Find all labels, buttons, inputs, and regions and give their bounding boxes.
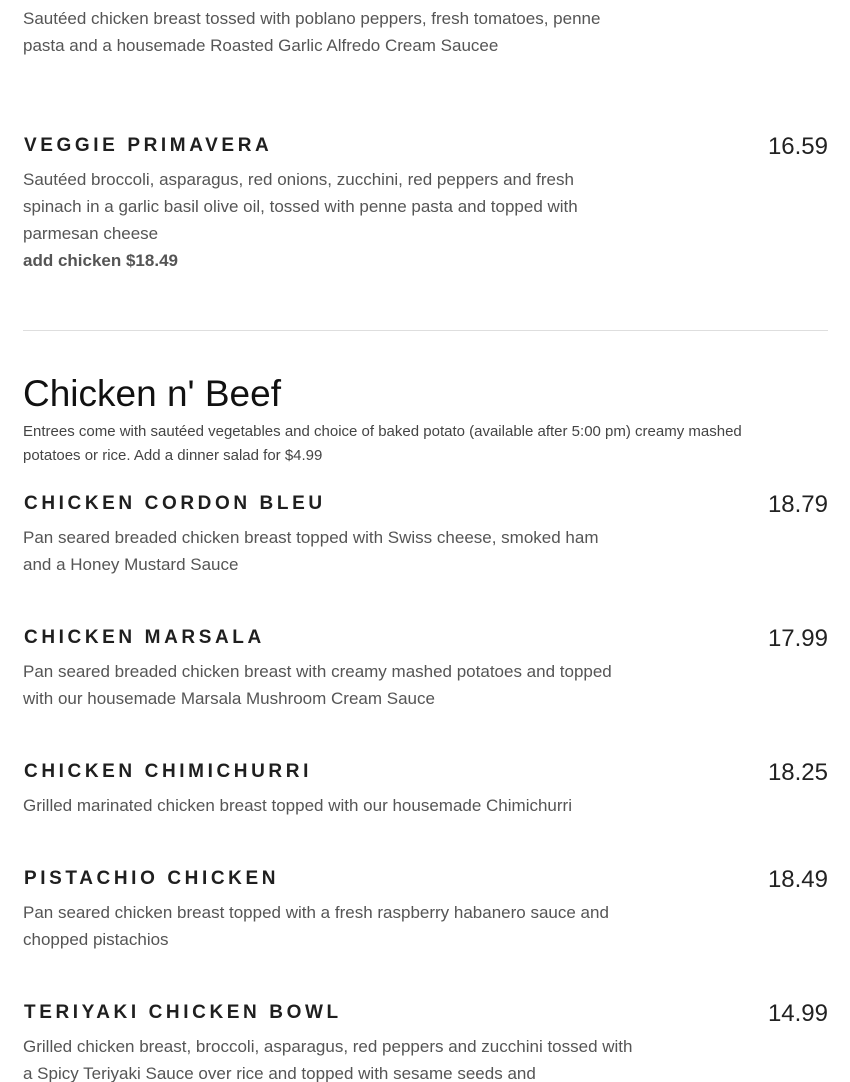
item-name: CHICKEN CORDON BLEU bbox=[24, 493, 326, 514]
item-description: Grilled chicken breast, broccoli, asparagus, red peppers and zucchini tossed with a Spicy Teriyaki Sauce over rice and topped with sesame seeds and bbox=[23, 1037, 633, 1082]
item-name: CHICKEN MARSALA bbox=[24, 627, 265, 648]
section-title: Chicken n' Beef bbox=[23, 373, 281, 414]
item-description: Sautéed chicken breast tossed with poblano peppers, fresh tomatoes, penne pasta and a housemade Roasted Garlic Alfredo Cream Saucee bbox=[23, 9, 601, 55]
item-name: PISTACHIO CHICKEN bbox=[24, 868, 280, 889]
item-description: Sautéed broccoli, asparagus, red onions, zucchini, red peppers and fresh spinach in a garlic basil olive oil, tossed with penne pasta and topped with parmesan cheese bbox=[23, 170, 578, 243]
item-description: Pan seared chicken breast topped with a fresh raspberry habanero sauce and chopped pistachios bbox=[23, 903, 609, 949]
item-description: Grilled marinated chicken breast topped with our housemade Chimichurri bbox=[23, 796, 572, 815]
item-description: Pan seared breaded chicken breast with creamy mashed potatoes and topped with our housemade Marsala Mushroom Cream Sauce bbox=[23, 662, 612, 708]
item-name: VEGGIE PRIMAVERA bbox=[24, 135, 273, 156]
item-price: 17.99 bbox=[767, 625, 828, 652]
item-name: TERIYAKI CHICKEN BOWL bbox=[24, 1002, 342, 1023]
item-price: 14.99 bbox=[767, 1000, 828, 1027]
item-price: 18.49 bbox=[767, 866, 828, 893]
section-divider bbox=[23, 330, 828, 331]
item-description: Pan seared breaded chicken breast topped with Swiss cheese, smoked ham and a Honey Mustard Sauce bbox=[23, 528, 599, 574]
item-price: 18.79 bbox=[767, 491, 828, 518]
item-price: 16.59 bbox=[767, 133, 828, 160]
item-name: CHICKEN CHIMICHURRI bbox=[24, 761, 312, 782]
section-note: Entrees come with sautéed vegetables and choice of baked potato (available after 5:00 pm) creamy mashed potatoes or rice. Add a dinner salad for $4.99 bbox=[23, 423, 742, 464]
item-price: 18.25 bbox=[767, 759, 828, 786]
item-addon: add chicken $18.49 bbox=[23, 251, 178, 270]
